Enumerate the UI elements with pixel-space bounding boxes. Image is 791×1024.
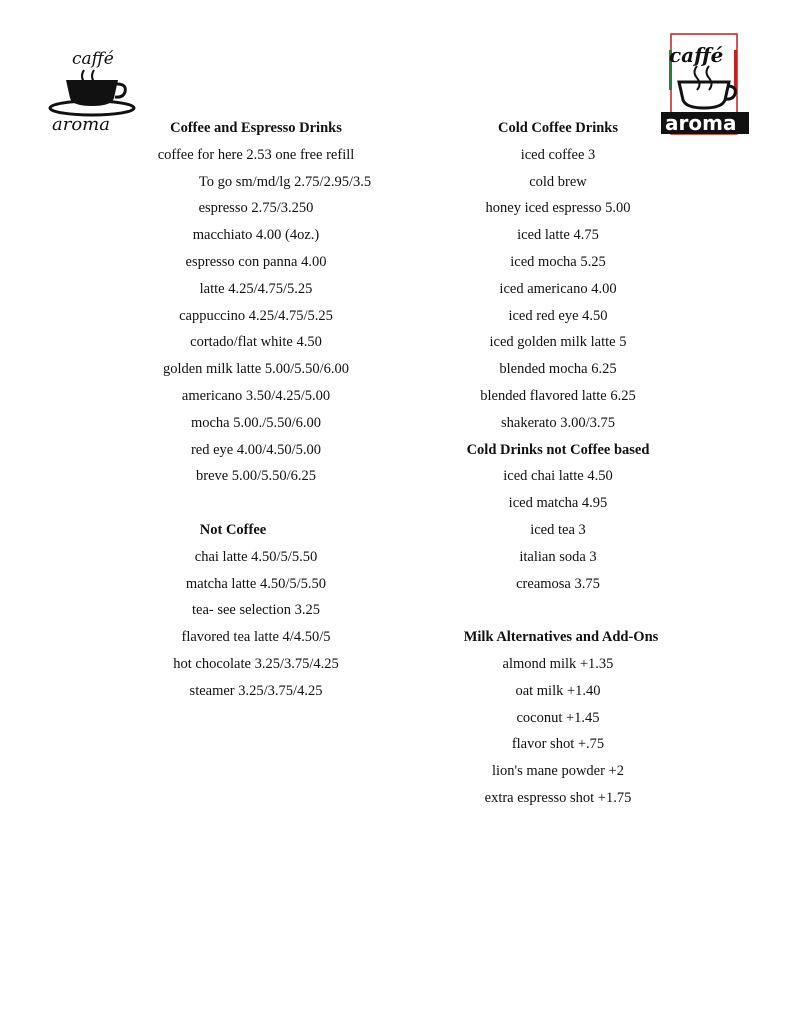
logo-right-bottom-word: aroma [665,111,737,135]
menu-item: To go sm/md/lg 2.75/2.95/3.5 [198,173,372,190]
cold-not-coffee-heading: Cold Drinks not Coffee based [466,441,650,458]
menu-item: creamosa 3.75 [516,575,600,592]
caffe-aroma-logo-left [44,42,136,132]
menu-item: red eye 4.00/4.50/5.00 [190,441,322,458]
menu-item: breve 5.00/5.50/6.25 [195,468,316,485]
menu-item: mocha 5.00./5.50/6.00 [190,414,322,431]
cold-coffee-heading: Cold Coffee Drinks [497,120,619,136]
menu-item: iced tea 3 [530,521,586,538]
logo-left-bottom-word: aroma [52,114,110,132]
menu-item: americano 3.50/4.25/5.00 [181,387,331,404]
menu-item: steamer 3.25/3.75/4.25 [189,682,323,699]
logo-right-top-word: caffé [669,43,724,67]
menu-item: iced chai latte 4.50 [503,468,613,485]
menu-item: blended mocha 6.25 [499,361,617,378]
menu-left-column [141,115,371,705]
menu-item: italian soda 3 [519,548,597,565]
menu-item: oat milk +1.40 [515,682,601,699]
menu-item: cold brew [529,173,587,190]
menu-item: iced mocha 5.25 [510,253,606,270]
menu-item: latte 4.25/4.75/5.25 [199,280,313,297]
menu-item: chai latte 4.50/5/5.50 [194,548,318,565]
menu-item: cortado/flat white 4.50 [190,334,322,351]
menu-item: iced golden milk latte 5 [489,334,627,351]
menu-item: golden milk latte 5.00/5.50/6.00 [162,361,350,378]
menu-item: blended flavored latte 6.25 [480,387,636,404]
menu-item: coconut +1.45 [516,709,600,726]
menu-item: honey iced espresso 5.00 [485,200,631,217]
coffee-cup-icon [679,82,729,108]
menu-item: iced coffee 3 [520,146,596,163]
menu-item: iced latte 4.75 [517,227,599,244]
menu-item: iced matcha 4.95 [508,495,608,512]
menu-item: shakerato 3.00/3.75 [501,414,615,431]
milk-addons-heading: Milk Alternatives and Add-Ons [463,629,659,646]
menu-item: espresso con panna 4.00 [185,253,327,270]
menu-item: coffee for here 2.53 one free refill [157,146,355,163]
coffee-espresso-heading: Coffee and Espresso Drinks [170,120,342,136]
menu-item: cappuccino 4.25/4.75/5.25 [179,307,333,324]
menu-item: extra espresso shot +1.75 [484,789,632,806]
menu-item: lion's mane powder +2 [491,763,624,780]
menu-item: flavor shot +.75 [511,736,605,753]
menu-item: hot chocolate 3.25/3.75/4.25 [173,655,339,672]
menu-item: macchiato 4.00 (4oz.) [192,227,320,244]
menu-item: matcha latte 4.50/5/5.50 [185,575,327,592]
menu-item: flavored tea latte 4/4.50/5 [181,629,331,646]
menu-item: almond milk +1.35 [502,655,614,672]
not-coffee-heading: Not Coffee [199,521,267,538]
menu-right-column [440,115,676,812]
menu-item: iced red eye 4.50 [508,307,608,324]
logo-left-top-word: caffé [72,49,114,69]
menu-item: tea- see selection 3.25 [191,602,321,619]
menu-item: espresso 2.75/3.250 [198,200,314,217]
menu-item: iced americano 4.00 [499,280,617,297]
